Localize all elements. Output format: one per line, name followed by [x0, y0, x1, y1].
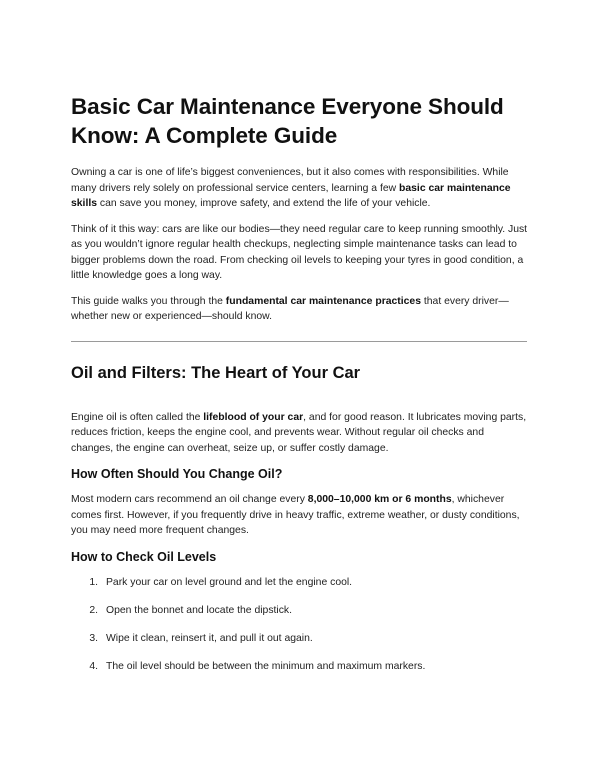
intro-p1-text-start: Owning a car is one of life’s biggest conveniences, but it also comes with responsibilities. While many drivers rely solely on professional service centers, learning a few	[71, 167, 509, 194]
list-item-text: Park your car on level ground and let the engine cool.	[106, 576, 353, 588]
document-page	[71, 92, 529, 687]
section-divider	[71, 341, 527, 342]
oil-check-steps-list	[71, 575, 529, 674]
oil-intro-text-start: Engine oil is often called the	[71, 411, 204, 423]
list-item-number: 1.	[89, 576, 98, 588]
intro-paragraph-1	[71, 165, 529, 212]
subheading-check-oil-levels: How to Check Oil Levels	[71, 549, 217, 564]
subheading-oil-change-frequency: How Often Should You Change Oil?	[71, 467, 283, 481]
list-item-text: The oil level should be between the minimum and maximum markers.	[106, 660, 426, 672]
oil-change-emphasis: 8,000–10,000 km or 6 months	[307, 494, 452, 505]
intro-p3-text-start: This guide walks you through the	[71, 295, 226, 307]
oil-change-text-end: , whichever comes first. However, if you frequently drive in heavy traffic, extreme weather, or dusty conditions, you may need more frequent changes.	[71, 494, 520, 536]
list-item-text: Open the bonnet and locate the dipstick.	[106, 604, 293, 616]
list-item	[71, 659, 529, 674]
intro-paragraph-3	[71, 294, 529, 325]
list-item	[71, 575, 529, 590]
list-item	[71, 631, 529, 646]
section-heading-oil-filters: Oil and Filters: The Heart of Your Car	[71, 363, 361, 382]
oil-change-paragraph	[71, 492, 529, 539]
intro-paragraph-2: Think of it this way: cars are like our bodies—they need regular care to keep running smoothly. Just as you wouldn’t ignore regular health checkups, neglecting simple maintenance tasks can lead to bigger problems down the road. From checking oil levels to keeping your tyres in good condition, a little knowledge goes a long way.	[71, 223, 528, 281]
list-item-text: Wipe it clean, reinsert it, and pull it out again.	[106, 632, 313, 644]
list-item-number: 3.	[89, 632, 98, 644]
intro-p3-emphasis: fundamental car maintenance practices	[225, 295, 421, 307]
oil-intro-paragraph	[71, 410, 529, 457]
intro-p1-emphasis: basic car maintenance skills	[71, 182, 511, 209]
intro-p1-text-end: can save you money, improve safety, and extend the life of your vehicle.	[97, 198, 431, 209]
list-item-number: 2.	[89, 604, 98, 616]
oil-intro-emphasis: lifeblood of your car	[203, 411, 304, 423]
oil-intro-text-end: , and for good reason. It lubricates moving parts, reduces friction, keeps the engine cool, and prevents wear. Without regular oil checks and changes, the engine can overheat, seize up, or suffer costly damage.	[71, 411, 527, 454]
intro-p3-text-end: that every driver—whether new or experienced—should know.	[71, 295, 509, 322]
page-title: Basic Car Maintenance Everyone Should Know: A Complete Guide	[71, 94, 504, 148]
oil-change-text-start: Most modern cars recommend an oil change every	[71, 494, 308, 505]
list-item-number: 4.	[89, 660, 98, 672]
list-item	[71, 603, 529, 618]
